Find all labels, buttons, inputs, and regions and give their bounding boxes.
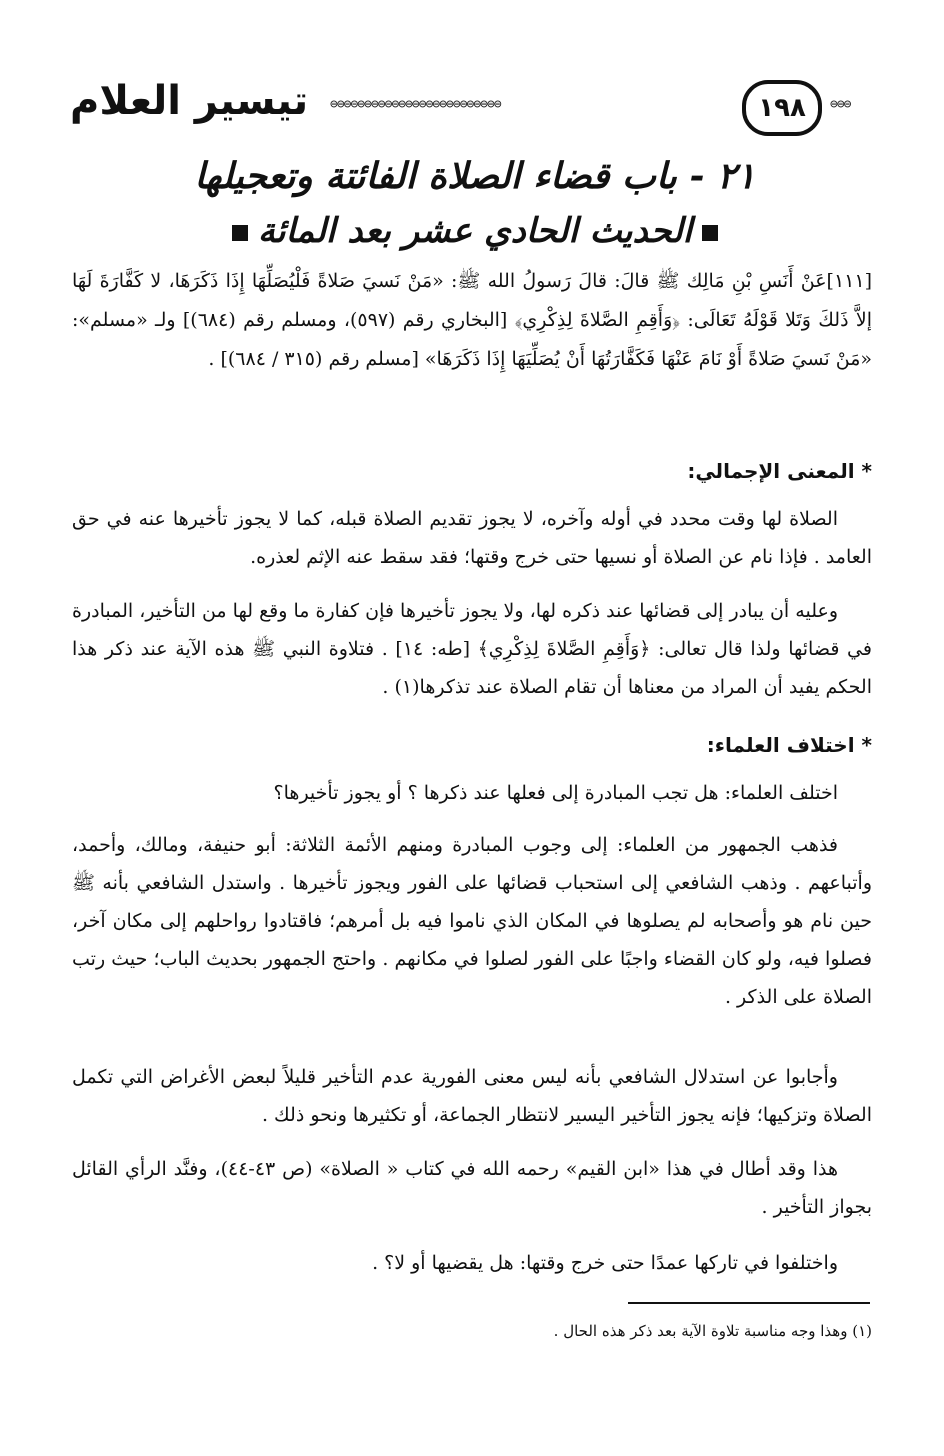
hadith-title bbox=[60, 206, 890, 256]
paragraph: واختلفوا في تاركها عمدًا حتى خرج وقتها: هل يقضيها أو لا؟ . bbox=[372, 1252, 838, 1274]
section-heading-scholars-disagreement: * اختلاف العلماء: bbox=[706, 733, 872, 757]
paragraph: وعليه أن يبادر إلى قضائها عند ذكره لها، ولا يجوز تأخيرها فإن كفارة ما وقع لها من التأخير، المبادرة في قضائها ولذا قال تعالى: ﴿وَأَقِمِ الصَّلاةَ لِذِكْرِي﴾ [طه: ١٤] . فتلاوة النبي ﷺ هذه الآية عند ذكر هذا الحكم يفيد أن المراد من معناها أن تقام الصلاة عند تذكرها(١) . bbox=[72, 600, 872, 698]
square-bullet-icon bbox=[702, 225, 718, 241]
hadith-title-text: الحديث الحادي عشر بعد المائة bbox=[257, 211, 693, 251]
paragraph: وأجابوا عن استدلال الشافعي بأنه ليس معنى الفورية عدم التأخير قليلاً لبعض الأغراض التي تكمل الصلاة وتزكيها؛ فإنه يجوز التأخير اليسير لانتظار الجماعة، أو تكثيرها ونحو ذلك . bbox=[72, 1066, 872, 1126]
hadith-text: [١١١]عَنْ أَنَسِ بْنِ مَالِك ﷺ قالَ: قالَ رَسولُ الله ﷺ: «مَنْ نَسيَ صَلاةً فَلْيُصَلِّهَا إِذَا ذَكَرَهَا، لا كَفَّارَةَ لَهَا إلاَّ ذَلكَ وَتَلا قَوْلَهُ تَعَالَى: ﴿وَأَقِمِ الصَّلاةَ لِذِكْرِي﴾ [البخاري رقم (٥٩٧)، ومسلم رقم (٦٨٤)] ولـ «مسلم»: «مَنْ نَسيَ صَلاةً أَوْ نَامَ عَنْهَا فَكَفَّارَتُهَا أَنْ يُصَلِّيَهَا إِذَا ذَكَرَهَا» [مسلم رقم (٣١٥ / ٦٨٤)] . bbox=[72, 270, 872, 370]
paragraph: فذهب الجمهور من العلماء: إلى وجوب المبادرة ومنهم الأئمة الثلاثة: أبو حنيفة، ومالك، وأحمد، وأتباعهم . وذهب الشافعي إلى استحباب قضائها على الفور ويجوز تأخيرها . واستدل الشافعي بأنه ﷺ حين نام هو وأصحابه لم يصلوها في المكان الذي ناموا فيه بل أمرهم؛ فاقتادوا رواحلهم إلى مكان آخر، فصلوا فيه، ولو كان القضاء واجبًا على الفور لصلوا في مكانهم . واحتج الجمهور بحديث الباب؛ حيث رتب الصلاة على الذكر . bbox=[72, 834, 872, 1008]
square-bullet-icon bbox=[232, 225, 248, 241]
paragraph: الصلاة لها وقت محدد في أوله وآخره، لا يجوز تقديم الصلاة قبله، كما لا يجوز تأخيرها عنه في حق العامد . فإذا نام عن الصلاة أو نسيها حتى خرج وقتها؛ فقد سقط عنه الإثم لعذره. bbox=[72, 508, 872, 568]
page-number: ١٩٨ bbox=[742, 80, 822, 136]
footnote: (١) وهذا وجه مناسبة تلاوة الآية بعد ذكر هذه الحال . bbox=[553, 1322, 872, 1340]
paragraph: هذا وقد أطال في هذا «ابن القيم» رحمه الله في كتاب « الصلاة» (ص ٤٣-٤٤)، وفنَّد الرأي القائل بجواز التأخير . bbox=[72, 1158, 872, 1218]
header-ornament-short: ⊜⊜⊜ bbox=[830, 97, 851, 112]
chapter-title: ٢١ - باب قضاء الصلاة الفائتة وتعجيلها bbox=[194, 155, 756, 197]
footnote-divider bbox=[628, 1302, 870, 1304]
running-title: تيسير العلام bbox=[70, 78, 309, 124]
paragraph: اختلف العلماء: هل تجب المبادرة إلى فعلها عند ذكرها ؟ أو يجوز تأخيرها؟ bbox=[273, 782, 838, 804]
section-heading-general-meaning: * المعنى الإجمالي: bbox=[687, 459, 872, 483]
header-ornament-rule: ⊜⊜⊜⊜⊜⊜⊜⊜⊜⊜⊜⊜⊜⊜⊜⊜⊜⊜⊜⊜⊜⊜⊜⊜⊜ bbox=[330, 97, 501, 112]
